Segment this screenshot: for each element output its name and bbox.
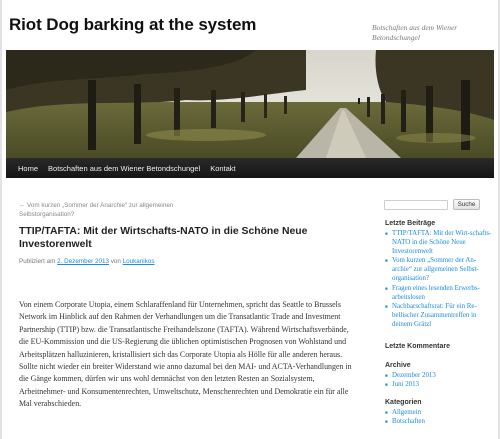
- author-link[interactable]: Loukanikos: [122, 258, 155, 265]
- category-item[interactable]: ■ Botschaften: [385, 417, 493, 426]
- post-body: Von einem Corporate Utopia, einem Schlaraffenland für Unternehmen, spricht das Seattle to Brussels Network im Hinblick auf den Rahmen der Verhandlungen um die Transatlantic Trade and Investment Partnership (TTIP) bzw. die Transatlantische Freihandelszone (TAFTA). Während Wirtschaftsverbände, die EU-Kommission und die US-Regierung die üblichen optimistischen Prognosen von Wohlstand und Arbeitsplätzen halluzinieren, kristallisiert sich das Corporate Utopia als Hölle für alle anderen heraus. Sollte nicht wieder ein breiter Widerstand wie anno dazumal bei den MAI- und ACTA-Verhandlungen in die Gänge kommen, dürfen wir uns wohl demnächst von den letzten Resten an Sozialsystem, Arbeitnehmer- und Konsumentenrechten, Umweltschutz, Menschenrechten und Demokratie ein für alle Mal verabschieden.: [19, 300, 352, 409]
- nav-item-botschaften[interactable]: Botschaften aus dem Wiener Betondschungel: [48, 163, 201, 173]
- site-description: Botschaften aus dem Wiener Betondschungel: [372, 23, 458, 42]
- categories-list: [385, 408, 493, 426]
- previous-post-link[interactable]: ← Vom kurzen „Sommer der Anarchie“ zur allgemeinen Selbstorganisation?: [19, 202, 174, 218]
- header-image: [6, 50, 494, 158]
- site-title[interactable]: Riot Dog barking at the system: [9, 15, 257, 34]
- archive-item[interactable]: ■ Dezember 2013: [385, 371, 493, 380]
- recent-posts-list: [385, 229, 493, 329]
- main-navigation: [6, 158, 494, 178]
- archive-item[interactable]: ■ Juni 2013: [385, 380, 493, 389]
- search-button[interactable]: Suche: [453, 199, 480, 210]
- recent-posts-heading: Letzte Beiträge: [385, 220, 436, 227]
- post-title[interactable]: TTIP/TAFTA: Mit der Wirtschafts-NATO in die Schöne Neue Investorenwelt: [19, 226, 308, 250]
- archive-list: [385, 371, 493, 389]
- category-item[interactable]: ■ Allgemein: [385, 408, 493, 417]
- nav-item-kontakt[interactable]: Kontakt: [210, 163, 236, 173]
- page: [2, 0, 498, 439]
- meta-prefix: Publiziert am: [19, 258, 58, 265]
- post-date-link[interactable]: 2. Dezember 2013: [57, 258, 109, 265]
- recent-post-item[interactable]: ■ TTIP/TAFTA: Mit der Wirt-schafts-NATO in die Schöne Neue Investorenwelt: [385, 229, 493, 256]
- recent-post-item[interactable]: ■ Vom kurzen „Sommer der An-archie“ zur allgemeinen Selbst-organisation?: [385, 256, 493, 283]
- recent-post-item[interactable]: ■ Nachbarschaftsrat: Für ein Re-bellischer Zusammentreffen in deinem Grätzl: [385, 302, 493, 329]
- recent-post-item[interactable]: ■ Fragen eines lesenden Erwerbs-arbeitslosen: [385, 284, 493, 302]
- post-meta: [19, 258, 154, 265]
- nav-item-home[interactable]: Home: [18, 163, 39, 173]
- categories-heading: Kategorien: [385, 399, 422, 406]
- meta-by: von: [108, 258, 123, 265]
- archive-heading: Archive: [385, 362, 411, 369]
- search-input[interactable]: [384, 200, 448, 210]
- recent-comments-heading: Letzte Kommentare: [385, 343, 450, 350]
